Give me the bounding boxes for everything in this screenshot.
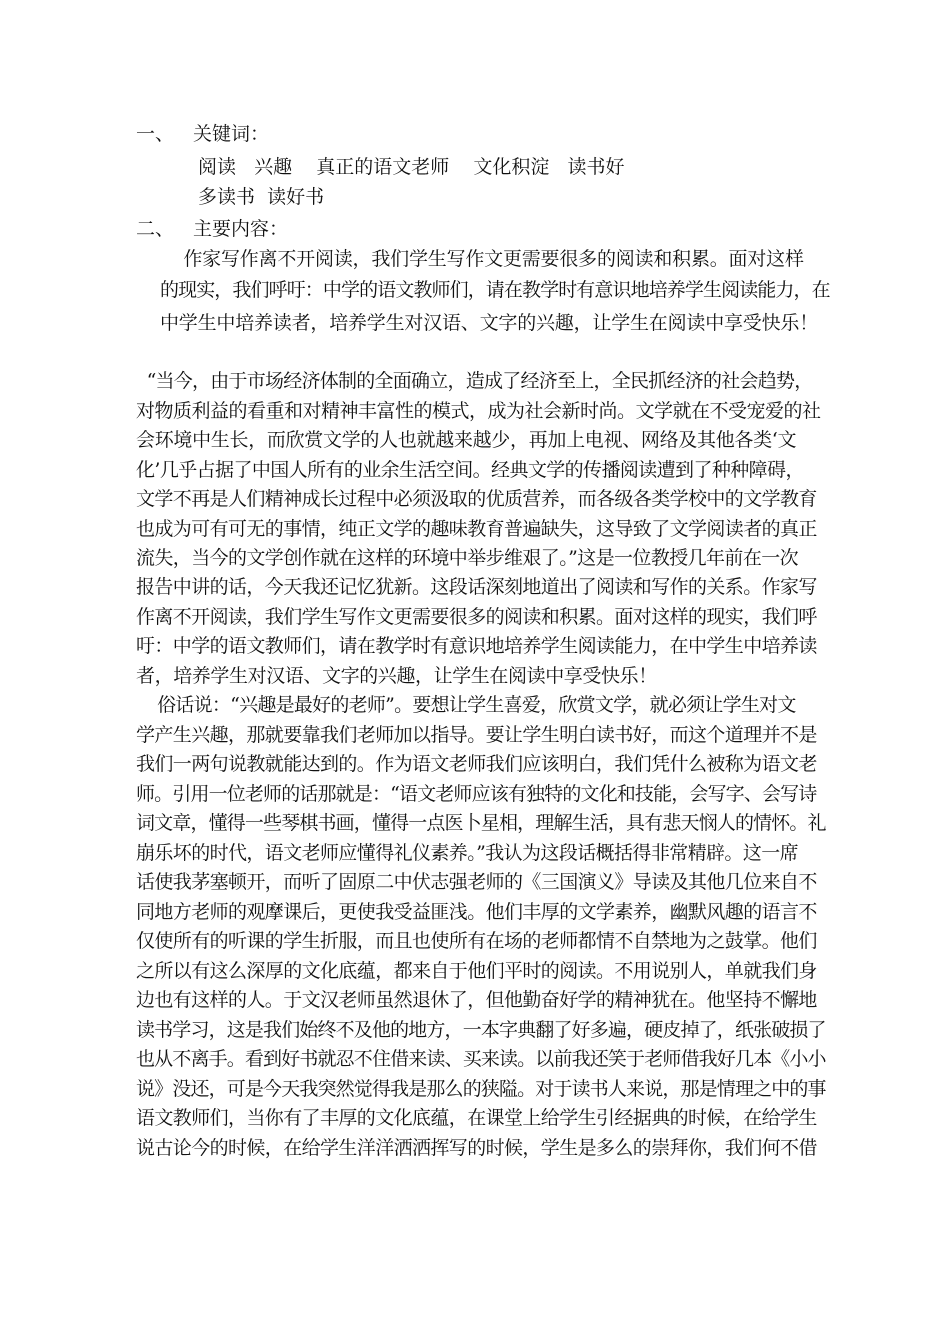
keywords-heading: 关键词：: [193, 123, 270, 145]
paragraph-line: 词文章，懂得一些琴棋书画，懂得一点医卜星相，理解生活，具有悲天悯人的情怀。礼: [136, 812, 826, 834]
paragraph-line: 俗话说：“兴趣是最好的老师”。要想让学生喜爱，欣赏文学，就必须让学生对文: [136, 694, 796, 716]
paragraph-line: 师。引用一位老师的话那就是：“语文老师应该有独特的文化和技能，会写字、会写诗: [136, 783, 817, 805]
paragraph-line: 语文教师们，当你有了丰厚的文化底蕴，在课堂上给学生引经据典的时候，在给学生: [136, 1107, 817, 1129]
paragraph-line: 流失，当今的文学创作就在这样的环境中举步维艰了。”这是一位教授几年前在一次: [136, 547, 799, 569]
paragraph-line: 同地方老师的观摩课后，更使我受益匪浅。他们丰厚的文学素养，幽默风趣的语言不: [136, 901, 817, 923]
keywords-line-1: 阅读 兴趣 真正的语文老师 文化积淀 读书好: [198, 156, 625, 178]
paragraph-line: 学产生兴趣，那就要靠我们老师加以指导。要让学生明白读书好，而这个道理并不是: [136, 724, 817, 746]
paragraph-line: 边也有这样的人。于文汉老师虽然退休了，但他勤奋好学的精神犹在。他坚持不懈地: [136, 989, 817, 1011]
paragraph-line: 吁：中学的语文教师们，请在教学时有意识地培养学生阅读能力，在中学生中培养读: [136, 635, 817, 657]
paragraph-line: 崩乐坏的时代，语文老师应懂得礼仪素养。”我认为这段话概括得非常精辟。这一席: [136, 842, 799, 864]
paragraph-line: 说古论今的时候，在给学生洋洋洒洒挥写的时候，学生是多么的崇拜你，我们何不借: [136, 1137, 817, 1159]
summary-line: 作家写作离不开阅读，我们学生写作文更需要很多的阅读和积累。面对这样: [160, 248, 804, 270]
paragraph-line: 也成为可有可无的事情，纯正文学的趣味教育普遍缺失，这导致了文学阅读者的真正: [136, 518, 817, 540]
paragraph-line: 作离不开阅读，我们学生写作文更需要很多的阅读和积累。面对这样的现实，我们呼: [136, 606, 817, 628]
paragraph-line: 会环境中生长，而欣赏文学的人也就越来越少，再加上电视、网络及其他各类‘文: [136, 429, 797, 451]
paragraph-line: 文学不再是人们精神成长过程中必须汲取的优质营养，而各级各类学校中的文学教育: [136, 488, 817, 510]
paragraph-line: 说》没还，可是今天我突然觉得我是那么的狭隘。对于读书人来说，那是情理之中的事: [136, 1078, 826, 1100]
paragraph-line: 读书学习，这是我们始终不及他的地方，一本字典翻了好多遍，硬皮掉了，纸张破损了: [136, 1019, 826, 1041]
paragraph-line: 话使我茅塞顿开，而听了固原二中伏志强老师的《三国演义》导读及其他几位来自不: [136, 871, 817, 893]
section-number-2: 二、: [136, 218, 175, 240]
summary-line: 的现实，我们呼吁：中学的语文教师们，请在教学时有意识地培养学生阅读能力，在: [160, 279, 830, 301]
paragraph-line: 化’几乎占据了中国人所有的业余生活空间。经典文学的传播阅读遭到了种种障碍，: [136, 459, 804, 481]
paragraph-line: “当今，由于市场经济体制的全面确立，造成了经济至上，全民抓经济的社会趋势，: [136, 370, 813, 392]
keywords-line-2: 多读书 读好书: [198, 186, 325, 208]
summary-line: 中学生中培养读者，培养学生对汉语、文字的兴趣，让学生在阅读中享受快乐！: [160, 312, 819, 334]
paragraph-line: 也从不离手。看到好书就忍不住借来读、买来读。以前我还笑于老师借我好几本《小小: [136, 1048, 826, 1070]
paragraph-line: 之所以有这么深厚的文化底蕴，都来自于他们平时的阅读。不用说别人，单就我们身: [136, 960, 817, 982]
paragraph-line: 对物质利益的看重和对精神丰富性的模式，成为社会新时尚。文学就在不受宠爱的社: [136, 400, 821, 422]
content-heading: 主要内容：: [193, 218, 289, 240]
section-number-1: 一、: [136, 123, 175, 145]
paragraph-line: 我们一两句说教就能达到的。作为语文老师我们应该明白，我们凭什么被称为语文老: [136, 753, 817, 775]
paragraph-line: 报告中讲的话，今天我还记忆犹新。这段话深刻地道出了阅读和写作的关系。作家写: [136, 576, 817, 598]
paragraph-line: 仅使所有的听课的学生折服，而且也使所有在场的老师都情不自禁地为之鼓掌。他们: [136, 930, 817, 952]
paragraph-line: 者，培养学生对汉语、文字的兴趣，让学生在阅读中享受快乐！: [136, 665, 657, 687]
